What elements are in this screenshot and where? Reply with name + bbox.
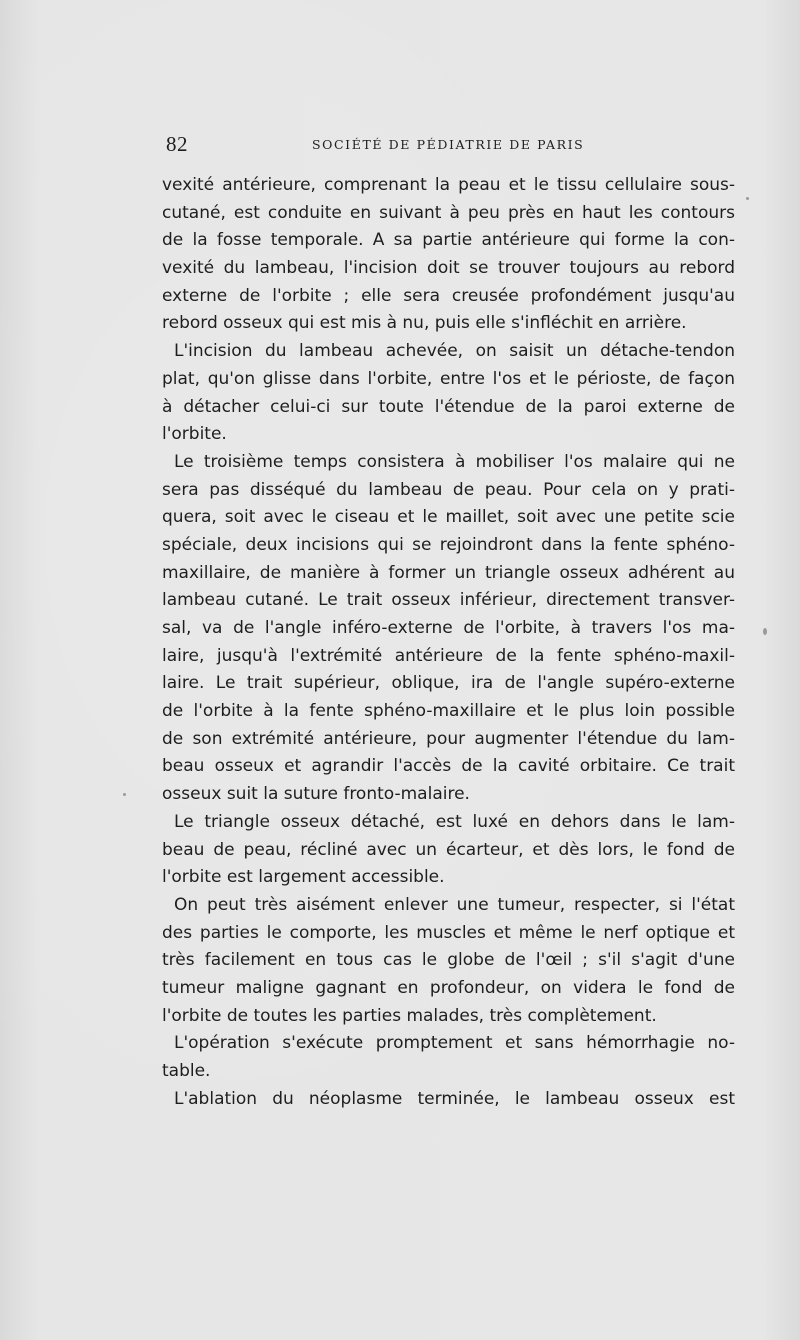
text-line: sera pas disséqué du lambeau de peau. Pour cela on y prati- <box>162 479 735 500</box>
text-line: des parties le comporte, les muscles et même le nerf optique et <box>162 922 735 943</box>
text-line: osseux suit la suture fronto-malaire. <box>162 784 470 805</box>
text-line: l'orbite est largement accessible. <box>162 867 445 888</box>
paragraph-start: L'opération s'exécute promptement et sans hémorrhagie no- <box>174 1033 735 1054</box>
text-line: vexité du lambeau, l'incision doit se trouver toujours au rebord <box>162 258 735 279</box>
text-line: tumeur maligne gagnant en profondeur, on videra le fond de <box>162 977 735 998</box>
paper-speck <box>123 793 126 796</box>
text-line: laire. Le trait supérieur, oblique, ira de l'angle supéro-externe <box>162 673 735 694</box>
text-line: vexité antérieure, comprenant la peau et le tissu cellulaire sous- <box>162 175 735 195</box>
text-line: très facilement en tous cas le globe de l'œil ; s'il s'agit d'une <box>162 950 735 971</box>
text-line: spéciale, deux incisions qui se rejoindront dans la fente sphéno- <box>162 534 735 555</box>
paragraph-start: L'incision du lambeau achevée, on saisit un détache-tendon <box>174 341 735 362</box>
paragraph-start: On peut très aisément enlever une tumeur, respecter, si l'état <box>174 894 735 915</box>
text-line: quera, soit avec le ciseau et le maillet, soit avec une petite scie <box>162 507 735 528</box>
paper-speck <box>746 197 749 200</box>
text-line: cutané, est conduite en suivant à peu près en haut les contours <box>162 202 735 223</box>
text-line: rebord osseux qui est mis à nu, puis elle s'infléchit en arrière. <box>162 313 687 334</box>
text-line: à détacher celui-ci sur toute l'étendue de la paroi externe de <box>162 396 735 417</box>
text-line: laire, jusqu'à l'extrémité antérieure de la fente sphéno-maxil- <box>162 645 735 666</box>
text-line: de son extrémité antérieure, pour augmenter l'étendue du lam- <box>162 728 735 749</box>
text-line: beau osseux et agrandir l'accès de la cavité orbitaire. Ce trait <box>162 756 735 777</box>
text-line: externe de l'orbite ; elle sera creusée profondément jusqu'au <box>162 285 735 306</box>
running-head: SOCIÉTÉ DE PÉDIATRIE DE PARIS <box>312 137 585 152</box>
text-line: lambeau cutané. Le trait osseux inférieur, directement transver- <box>162 590 735 611</box>
text-line: beau de peau, récliné avec un écarteur, et dès lors, le fond de <box>162 839 735 860</box>
paragraph-start: Le troisième temps consistera à mobiliser l'os malaire qui ne <box>174 451 735 472</box>
paragraph-start: Le triangle osseux détaché, est luxé en dehors dans le lam- <box>174 811 735 832</box>
text-line: de l'orbite à la fente sphéno-maxillaire et le plus loin possible <box>162 701 735 722</box>
page-header <box>166 132 734 157</box>
text-line: l'orbite de toutes les parties malades, très complètement. <box>162 1005 657 1026</box>
paragraph-start: L'ablation du néoplasme terminée, le lambeau osseux est <box>174 1088 735 1109</box>
paper-speck <box>763 628 767 635</box>
text-line: plat, qu'on glisse dans l'orbite, entre l'os et le périoste, de façon <box>162 368 735 389</box>
text-line: l'orbite. <box>162 424 227 445</box>
text-line: de la fosse temporale. A sa partie antérieure qui forme la con- <box>162 230 735 251</box>
text-line: table. <box>162 1061 211 1081</box>
text-line: sal, va de l'angle inféro-externe de l'orbite, à travers l'os ma- <box>162 618 735 638</box>
text-line: maxillaire, de manière à former un triangle osseux adhérent au <box>162 562 735 583</box>
page-number: 82 <box>166 132 188 156</box>
body-text <box>162 172 735 1113</box>
